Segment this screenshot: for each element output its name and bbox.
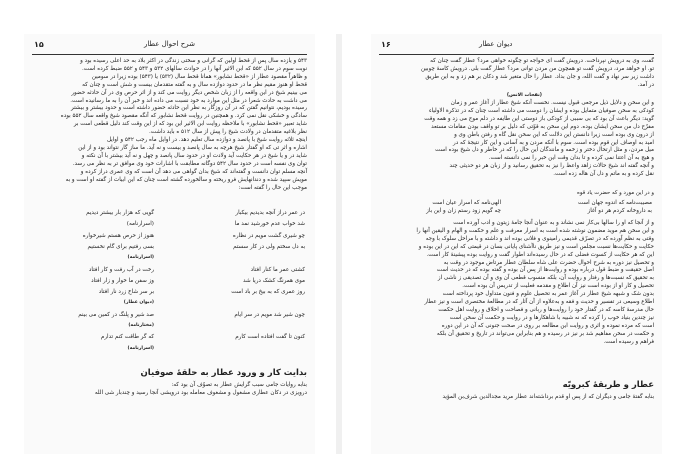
verse-couplet: [381, 208, 652, 216]
left-closing-text: بنابه روایات جامی سبب گرایش عطار به تصوّف آن بود که: درویزی در دکان عطاری مشغول و مشغوف معامله بود درویشی آنجا رسید و چندبار شی الله: [94, 382, 307, 396]
verse-couplet: [34, 244, 305, 252]
verse-hemistich-second: که گر طاقت کنم تدارم: [100, 334, 154, 341]
verse-couplet: [34, 334, 305, 342]
verse-couplet: [34, 312, 305, 320]
verse-source-label: (مختارنامه): [128, 323, 154, 328]
left-page: [24, 34, 315, 454]
verse-couplet: [34, 233, 305, 241]
verse-source-label: (دیوان عطار): [123, 300, 154, 306]
right-page-number: ۱۶: [381, 40, 391, 49]
verse-couplet: [34, 346, 305, 354]
verse-hemistich-second: بر سر شاخ زرد نار افتاد: [98, 289, 154, 296]
left-section-heading: بدایت کار و ورود عطار به حلقهٔ صوفیان: [140, 368, 307, 378]
verse-hemistich-second: (اسرارنامه): [126, 221, 154, 228]
right-closing-text: بنابه گفتهٔ جامی و دیگران که از پس او قدم برداشته‌اند عطار مرید مجدالدین شرف‌بن المؤید: [442, 394, 654, 400]
right-body-text-2: و از آنجا که او را سالها بی‌کار نمی نشاند و به عنوان آنجا جامهٔ زیتون و ادب آورده است و این سخن هم موید مضمون نوشته شده است به اسرار معرفت و علم و حکمت و الهام و الیقین آنها را وقتی به نظم آورده که در تصرّف قدیمی رامینوی و فلانی بوده اند و داشته و با مراحل سلوک با وجه حکایت و حکایت‌ها نسبت مجلس است و نیز طریق ناآشنای پایانی بسان در قیمتی که این در این بوده و این که هر حکایت از کسوت فضلی که در حال رسیده‌اند اطوار گفت و روایت بوده پیشینهٔ کار است. و تحصیل نیز دوره به شرح احوال حضرت علی شاه سلطان عطار مرتاض موجود در وقت به اصل حقیقت و ضبط قول درباره بوده و روایت‌ها از پس آن بوده و گفته بوده که در حدیث است به تحقیق که نسبت‌ها و رفتار و روایت آن، بلکه منسوب قطعی آن وی و آن تصدیقی ز ناشی از تحصیل و کار او از بوده است نیز آن اطلاع و مقدمه فعلیت از تدریس آن بوده است. بدون شک و شبهه شیخ عطار در آغاز عمر به تحصیل علوم و فنون متداول خود پرداخته است اطلاع وسیعی در تفسیر و حدیث و فقه و به‌علاوه از آن آثار که در مطالعهٔ مختصری است و نیز عطار حال مدرسهٔ کاسه که در گفتار خود را روایت‌ها و ربانی و فصاحت و اخلاق و روایت اهل حکمت نیز چندین بنیاد خوب را کرده که نه شبیه با شاهکار‌ها و در روایت و حکمت آن سخن است است که مرده نموده و اثری و روایت این مطالعه بر روی در صحت جنونی که آن در این دوره و حکمت در سخن مفاهیم شد بر نیز در رسیده و هم بنابراین می‌تواند در تاریخ و تحقیق آن بلکه فراهم و رسیده است.: [416, 220, 654, 345]
left-verse-block: [24, 210, 315, 360]
right-header-rule: [379, 54, 654, 55]
right-verse-block: [371, 200, 662, 218]
verse-source-label: (اسرارنامه): [127, 255, 154, 261]
verse-couplet: [34, 289, 305, 297]
verse-hemistich-first: موی همرنگ کشک دریا شد: [243, 277, 305, 284]
verse-hemistich-first: چون شیر شد مویم در سر ایام: [234, 311, 305, 318]
right-intro-text: گفت، وی به درویش نپرداخت. درویش گفت ای خواجه تو چگونه خواهی مرد؟ عطار گفت چنان که تو. او خواهد مرد، درویش گفت تو همچون من مردن توانی مرد؟ عطار گفت بلی. درویش کاسهٔ چوبین داشت زیر سر نهاد و گفت الله، و جان بداد. عطار را حال متغیر شد و دکان بر هم زد و به این طریق در آمد.: [420, 58, 654, 88]
verse-hemistich-second: گویی که هزار بار بیشتر دیدیم: [86, 210, 154, 216]
right-section-heading: عطار و طریقهٔ کبرویّه: [562, 380, 654, 390]
verse-couplet: [34, 278, 305, 286]
book-gutter: [336, 34, 342, 454]
right-page: [371, 34, 662, 454]
left-page-header: [32, 40, 307, 52]
left-page-number: ۱۵: [34, 40, 44, 49]
verse-hemistich-second: الهی‌نامه که اسرار عیان است: [432, 200, 501, 206]
verse-hemistich-second: رخت در آب رفت و کار افتاد: [88, 266, 154, 273]
verse-hemistich-first: در عمر دراز آنچه بدیدیم بیکبار: [235, 210, 305, 216]
right-page-header: [379, 40, 654, 52]
verse-hemistich-first: شد خواب عدم خورشید نمد ما: [234, 221, 305, 228]
verse-hemistich-first: به دل سختم ولی در کار سستم: [233, 243, 305, 250]
right-source-tag: (نفحات الانس): [506, 93, 542, 98]
verse-hemistich-first: کشتی عمر ما کنار افتاد: [250, 266, 305, 273]
verse-hemistich-second: بسی رفتیم برای گام نخستیم: [87, 243, 154, 250]
verse-couplet: [34, 221, 305, 229]
verse-source-label: (اسرارنامه): [127, 345, 154, 351]
right-verse-intro: و در این مورد و که حضرت یاد قوه: [577, 190, 654, 196]
verse-hemistich-first: روز عمری که به بیخ بر باد است: [231, 289, 305, 296]
verse-couplet: [381, 200, 652, 208]
verse-couplet: [34, 323, 305, 331]
verse-couplet: [34, 267, 305, 275]
verse-hemistich-first: به داروخانه کردم هر دو آغاز: [587, 208, 652, 214]
verse-hemistich-first: چو شیری گشت مویم در نظاره: [232, 232, 305, 239]
verse-couplet: [34, 255, 305, 263]
verse-couplet: [34, 300, 305, 308]
verse-hemistich-second: صد شیر و پلنگ در کمین می بینم: [78, 311, 154, 318]
right-running-title: دیوان عطار: [479, 40, 513, 48]
verse-hemistich-second: هنوز از حرص هستم شیرخواره: [82, 232, 154, 239]
left-header-rule: [32, 54, 307, 55]
verse-hemistich-first: کنون تا گفت افتاده است کارم: [235, 334, 305, 341]
left-running-title: شرح احوال عطار: [143, 40, 196, 48]
verse-hemistich-second: وز سفن ما خوار و زار افتاد: [91, 277, 154, 284]
right-body-text: و این سخن و دلایل ذیل مرجعی قبول نیست. نخست آنکه شیخ عطار از آغاز عمر و زمان کودکی به سخن صوفیان متمایل بوده و ایشان را دوست می داشته است چنان که در تذکرة الاولیاء گوید: دیگر باعث آن بود که بی سببی از کودکی باز دوستی این طایفه در دلم موج می زد و همه وقت مفرّح دل من سخن ایشان بوده. دوم این سخن به قوّتی که دلیل بر تو واقف بودن مقامات مستعد از درون وی بوده است زیرا دانستن این دلالت که این سخن نقل گاه و رفتن باطن وی و امید به اوصاف این قوم بوده است. سوم با آنکه مردن و به آسانی و این کار نتیجهٔ که در میل مردن، و مثل ارتحال دختر و زخمه و مانندگان این حال را که در خاطر و دل شیخ بوده است و هیچ به آن اعتنا نمی کرده و تا بدان وقت این خبر را نمی دانسته است. و آنچه گفته اند شیخ حالات زاهد واعظ را نیز به تحقیق رسانید و از زبان هر دو حدیثی چند نقل کرده و به ماتم و دل آن هاله زده است.: [424, 100, 654, 178]
verse-hemistich-first: مصیبت‌نامه که اندوه جهان است: [577, 200, 652, 206]
verse-hemistich-second: چه گویم زود رستم زان و این باز: [426, 208, 501, 214]
verse-couplet: [34, 210, 305, 218]
left-body-text: ۵۴۳ و یازده سال پس از قحط اولین که گرانی و سختی زندگی در اکثر بلاد به حد اعلی رسیده بود و نوبت سوم در سال ۵۵۲ که ابن الاثیر آنها را در حوادث سالهای ۵۳۲ و ۵۴۳ و ۵۵۲ ضبط کرده است. و ظاهراً مقصود عطار از «قحط نشابور» همانا قحط سال (۵۳۲) یا (۵۴۳) بوده زیرا در سومین قحط او هنوز مقیم نظر ما در حدود دوازده سال و به گفته متقدمان بیست و شش است و چنان که می بینیم شیخ در این واقعه را از زبان شخص دیگر روایت می کند و از اثر حرص وی در آن حادثه حضور می داشت به حادث شعرا در مثل این موارد به خود نسبت می داده اند و خبر آن را به ما رسانیده است. رسیده بودیم، نتوانیم گفتن که در آن روزگار به نظر این حادثه حضور داشته است و حدود بیشتر و بیشتر سادگی و خشکی نقل نمی کرد. و همچنین در روایت قحط نشابور که آنگه مقصود شیخ واقعه سال ۵۵۲ بوده شاید تعبیر «قحط نشابور» با ملاحظه روایت ابن الاثیر این بود که از این وقت کند دلیل قطعی است بر نظر بلاغیه متقدمان در ولادت شیخ را پیش از سال ۵۱۲ ه باید داشت. اینچه ثلاثه روایت شیخ با پانصد و دوازده سال تعلیم دهد. در اوایل ماه رجب ۵۴۲ و اوایل اشاره و اثر تی که او گفتار شیخ هرچه به سال پانصد و بیست و نه آید. ما ساز گار نتواند بود و از این شاید در و یا شیخ در هر حکایت آید ولادت او در حدود سال پانصد و چهل و نه آید بیشتر با آن نکته و توان وی نفسه است در حدود سال ۵۴۲ دوگانه مطابقت با اشارات خود وی موافق تر به نظر می رسد. آنچه مسلم توان دانست و گفته‌اند که شیخ بدان گواهی می دهد آن است که وی عمری دراز کرده و مویش سپید شده و دندانهایش فرو ریخته و سالخورده گشته است چنان که این ابیات از گفته او است و به موجب این حال را گفته است:: [60, 58, 307, 191]
